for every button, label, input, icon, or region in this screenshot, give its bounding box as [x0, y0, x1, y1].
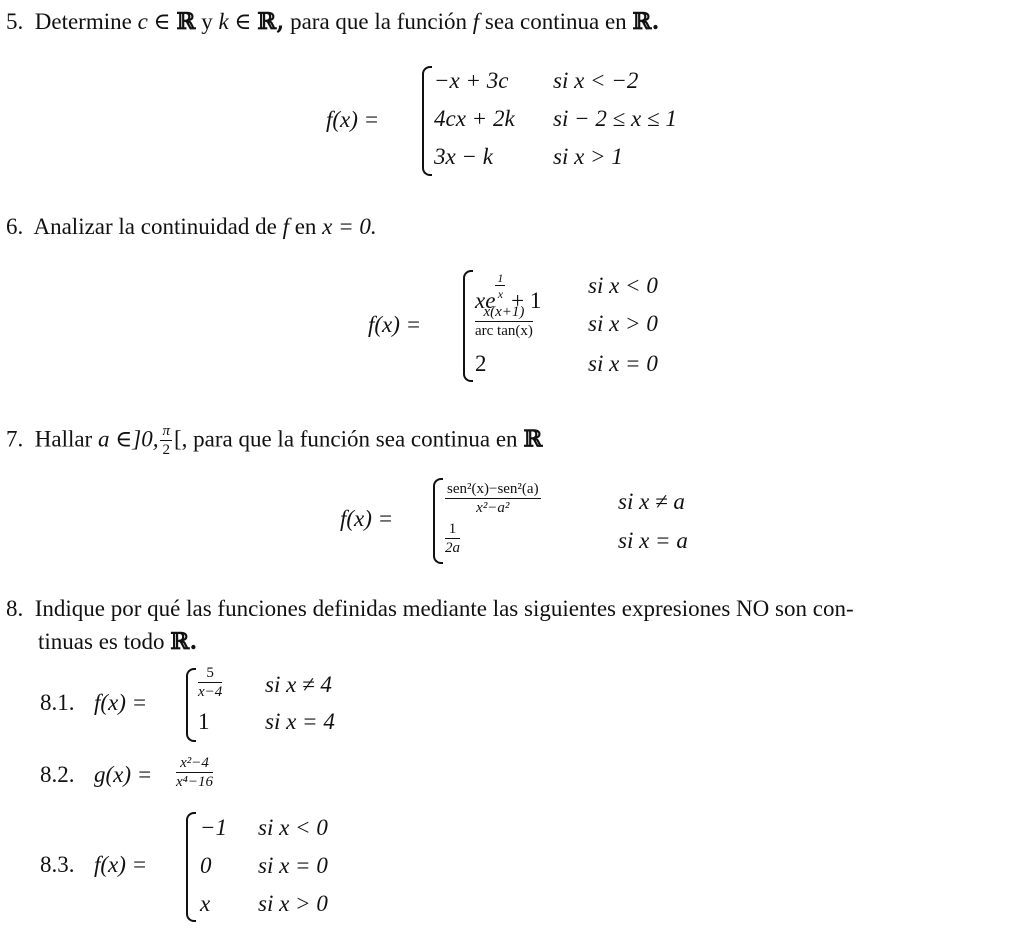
symbol: ∈ — [153, 9, 171, 34]
p6-row3-cond: si x = 0 — [588, 351, 658, 376]
denominator: arc tan(x) — [475, 323, 533, 339]
base: xe — [475, 288, 496, 313]
numerator: x(x+1) — [475, 305, 533, 322]
p6-row2-cond: si x > 0 — [588, 311, 658, 336]
tail: + 1 — [511, 288, 542, 313]
var-f: f — [282, 214, 289, 239]
p6-row3-expr: 2 — [475, 351, 487, 376]
p8-1-row2-cond: si x = 4 — [265, 709, 335, 734]
p6-brace — [463, 270, 473, 382]
p8-2-expr — [176, 756, 213, 790]
p5-lhs: f(x) = — [326, 107, 380, 132]
fraction — [176, 756, 213, 790]
numerator: π — [162, 423, 170, 439]
fraction — [445, 522, 460, 556]
p8-3-lhs: f(x) = — [94, 852, 148, 877]
p8-3-row1-cond: si x < 0 — [258, 815, 328, 840]
problem-number: 8. — [6, 596, 24, 621]
p7-row1-expr — [445, 482, 541, 516]
text: y — [201, 9, 213, 34]
reals-symbol: ℝ — [523, 425, 543, 453]
denominator: 2a — [445, 540, 460, 556]
p8-3-row1-expr: −1 — [200, 815, 228, 840]
p5-brace — [422, 66, 432, 176]
p6-row2-expr — [475, 305, 533, 339]
numerator: x²−4 — [176, 756, 213, 773]
exponent-fraction — [495, 272, 505, 300]
symbol: ∈ — [234, 9, 252, 34]
var-c: c — [137, 9, 148, 34]
var-k: k — [218, 9, 229, 34]
p6-lhs: f(x) = — [368, 312, 422, 337]
problem-8-line2 — [38, 628, 197, 655]
p8-1-lhs: f(x) = — [94, 690, 148, 715]
p8-1-brace — [186, 668, 196, 742]
denominator: x²−a² — [476, 500, 510, 516]
p5-row3-cond: si x > 1 — [553, 144, 623, 169]
numerator: sen²(x)−sen²(a) — [447, 481, 539, 497]
problem-number: 6. — [6, 214, 24, 239]
text: para que la función sea continua en — [193, 426, 518, 452]
reals-symbol: ℝ — [176, 8, 196, 35]
text: tinuas es todo — [38, 629, 165, 654]
p7-lhs: f(x) = — [340, 506, 394, 531]
denominator: x — [497, 287, 504, 301]
math: x = 0. — [322, 214, 377, 239]
math: a ∈]0, — [97, 426, 159, 452]
p8-2-lhs: g(x) = — [94, 762, 153, 787]
p5-row1-cond: si x < −2 — [553, 68, 639, 93]
denominator: 2 — [162, 442, 170, 458]
reals-symbol: ℝ, — [257, 8, 285, 35]
p8-1-label: 8.1. — [40, 690, 75, 715]
text: sea continua en — [484, 9, 627, 34]
p5-row2-cond: si − 2 ≤ x ≤ 1 — [553, 106, 677, 131]
problem-number: 5. — [6, 9, 24, 34]
denominator: x−4 — [198, 684, 223, 700]
text: en — [294, 214, 317, 239]
text: Determine — [34, 9, 132, 34]
text: para que la función — [290, 9, 467, 34]
text: Hallar — [34, 426, 93, 452]
denominator: x⁴−16 — [176, 774, 213, 790]
p8-3-label: 8.3. — [40, 852, 75, 877]
text: Indique por qué las funciones definidas mediante las siguientes expresiones NO son con- — [34, 596, 854, 621]
fraction — [198, 666, 222, 700]
p8-1-row1-cond: si x ≠ 4 — [265, 672, 332, 697]
p7-row2-expr — [445, 522, 460, 556]
problem-7-statement — [6, 424, 542, 458]
p8-3-row2-expr: 0 — [200, 853, 212, 878]
problem-8-statement — [6, 596, 854, 622]
p7-row2-cond: si x = a — [618, 528, 688, 553]
pi-half-fraction — [160, 424, 172, 458]
var-f: f — [472, 9, 480, 34]
p8-3-row3-cond: si x > 0 — [258, 891, 328, 916]
p6-row1-cond: si x < 0 — [588, 273, 658, 298]
p8-1-row2-expr: 1 — [198, 709, 210, 734]
problem-6-statement — [6, 214, 377, 240]
reals-symbol: ℝ. — [170, 628, 198, 655]
math: [, — [173, 426, 188, 452]
p8-2-label: 8.2. — [40, 762, 75, 787]
p7-brace — [433, 478, 443, 564]
numerator: 1 — [445, 522, 460, 539]
p8-3-row2-cond: si x = 0 — [258, 853, 328, 878]
numerator: 5 — [198, 666, 222, 683]
p8-3-brace — [186, 812, 196, 922]
p7-row1-cond: si x ≠ a — [618, 489, 685, 514]
p8-3-row3-expr: x — [200, 891, 211, 916]
p8-1-row1-expr — [198, 666, 222, 700]
problem-number: 7. — [6, 426, 24, 452]
fraction — [475, 305, 533, 339]
problem-5-statement — [6, 8, 660, 35]
numerator: 1 — [497, 271, 504, 285]
fraction — [445, 482, 541, 516]
p5-row1-expr: −x + 3c — [434, 68, 509, 93]
text: Analizar la continuidad de — [33, 214, 277, 239]
reals-symbol: ℝ. — [632, 8, 660, 35]
p5-row3-expr: 3x − k — [434, 144, 493, 169]
p5-row2-expr: 4cx + 2k — [434, 106, 515, 131]
